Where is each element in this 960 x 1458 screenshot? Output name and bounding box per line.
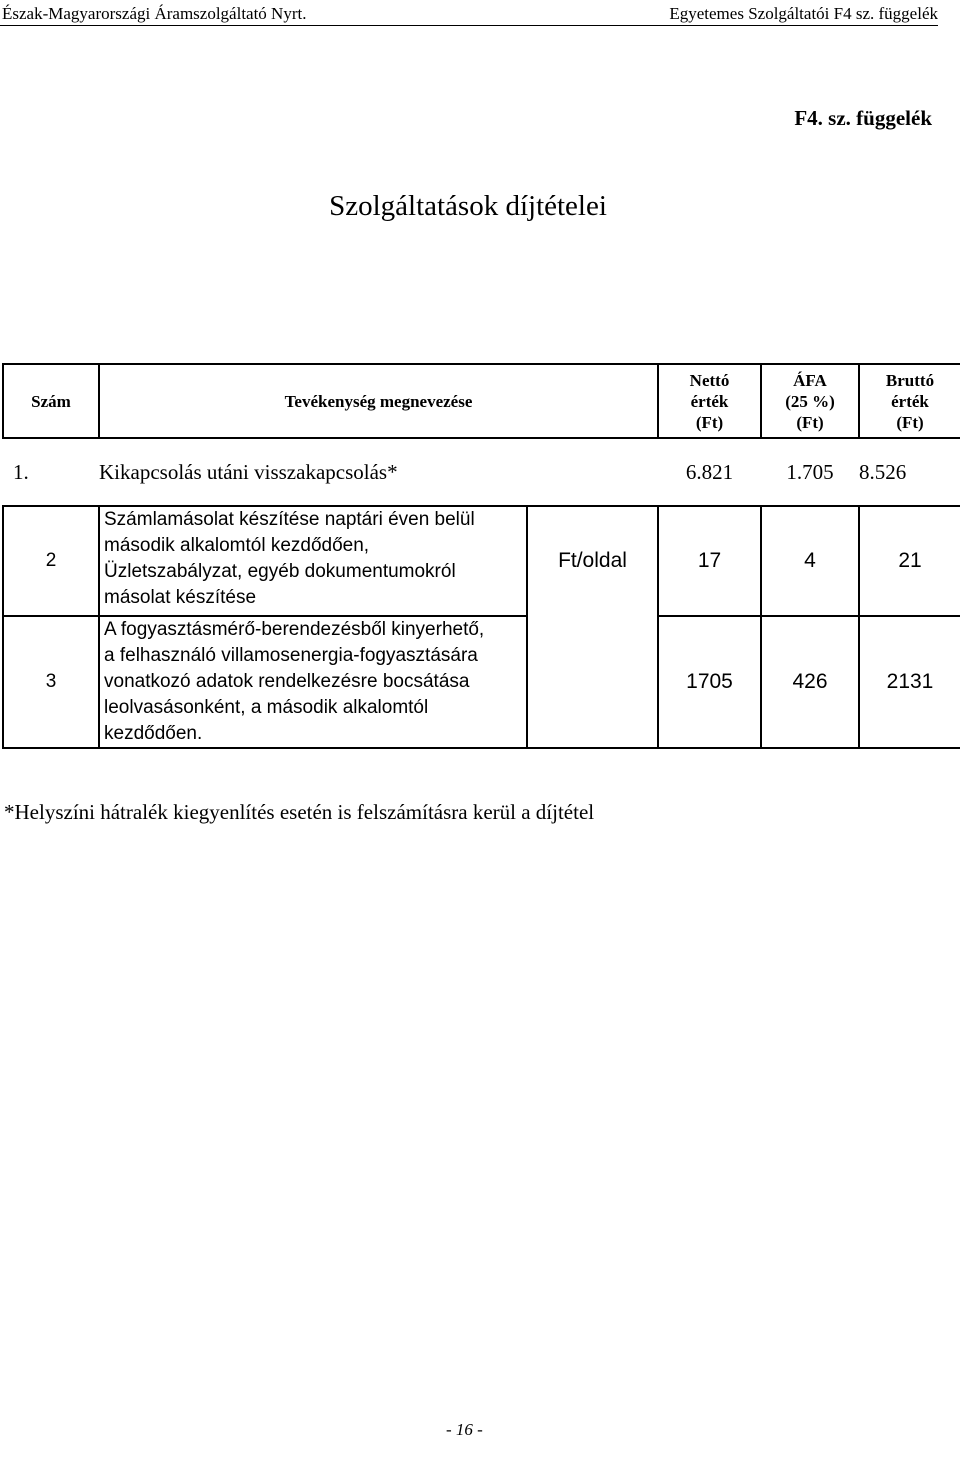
row-number: 2 [3, 506, 99, 616]
page-number: - 16 - [446, 1420, 483, 1439]
col-header-gross-line: (Ft) [896, 412, 924, 432]
row-activity-line: második alkalomtól kezdődően, [104, 535, 370, 556]
row-number: 1. [13, 459, 29, 484]
row-activity-line: Üzletszabályzat, egyéb dokumentumokról [104, 561, 456, 582]
table-row [3, 438, 960, 506]
row-activity [99, 616, 527, 748]
row-activity: Kikapcsolás utáni visszakapcsolás* [99, 459, 398, 484]
row-activity [99, 506, 527, 616]
row-net-value: 6.821 [685, 459, 734, 484]
col-header-net-line: érték [690, 391, 729, 411]
col-header-vat [761, 364, 859, 438]
row-activity-line: leolvasásonként, a második alkalomtól [104, 697, 429, 718]
row-net-value: 17 [658, 506, 761, 616]
col-header-vat-line: (Ft) [796, 412, 824, 432]
page-title: Szolgáltatások díjtételei [329, 190, 607, 222]
col-header-net-line: Nettó [689, 370, 730, 390]
row-vat-value: 4 [761, 506, 859, 616]
row-gross-value: 21 [859, 506, 960, 616]
row-vat-value: 1.705 [786, 459, 834, 484]
header-divider [0, 25, 938, 26]
row-activity-line: másolat készítése [104, 587, 257, 608]
row-vat-value: 426 [761, 616, 859, 748]
table-header-row [3, 364, 960, 438]
row-unit: Ft/oldal [527, 506, 658, 748]
col-header-vat-line: (25 %) [785, 391, 835, 411]
footnote: *Helyszíni hátralék kiegyenlítés esetén is felszámításra kerül a díjtétel [4, 800, 595, 824]
row-activity-line: a felhasználó villamosenergia-fogyasztására [104, 645, 478, 666]
table-row [3, 506, 960, 616]
col-header-number: Szám [3, 364, 99, 438]
col-header-gross-line: érték [891, 391, 929, 411]
row-gross-value: 8.526 [859, 459, 907, 484]
appendix-label: F4. sz. függelék [794, 106, 932, 130]
row-number: 3 [3, 616, 99, 748]
col-header-vat-line: ÁFA [793, 370, 827, 390]
col-header-activity: Tevékenység megnevezése [99, 364, 658, 438]
col-header-net [658, 364, 761, 438]
row-activity-line: A fogyasztásmérő-berendezésből kinyerhető, [104, 619, 485, 640]
row-activity-line: Számlamásolat készítése naptári éven belül [104, 509, 475, 530]
row-activity-line: vonatkozó adatok rendelkezésre bocsátása [104, 671, 470, 692]
row-net-value: 1705 [658, 616, 761, 748]
row-gross-value: 2131 [859, 616, 960, 748]
col-header-gross [859, 364, 960, 438]
fees-table [2, 363, 960, 749]
header-appendix-ref: Egyetemes Szolgáltatói F4 sz. függelék [669, 4, 938, 23]
col-header-net-line: (Ft) [695, 412, 724, 432]
row-activity-line: kezdődően. [104, 723, 203, 744]
header-company: Észak-Magyarországi Áramszolgáltató Nyrt. [2, 4, 307, 23]
table-row [3, 616, 960, 748]
col-header-gross-line: Bruttó [885, 370, 935, 390]
